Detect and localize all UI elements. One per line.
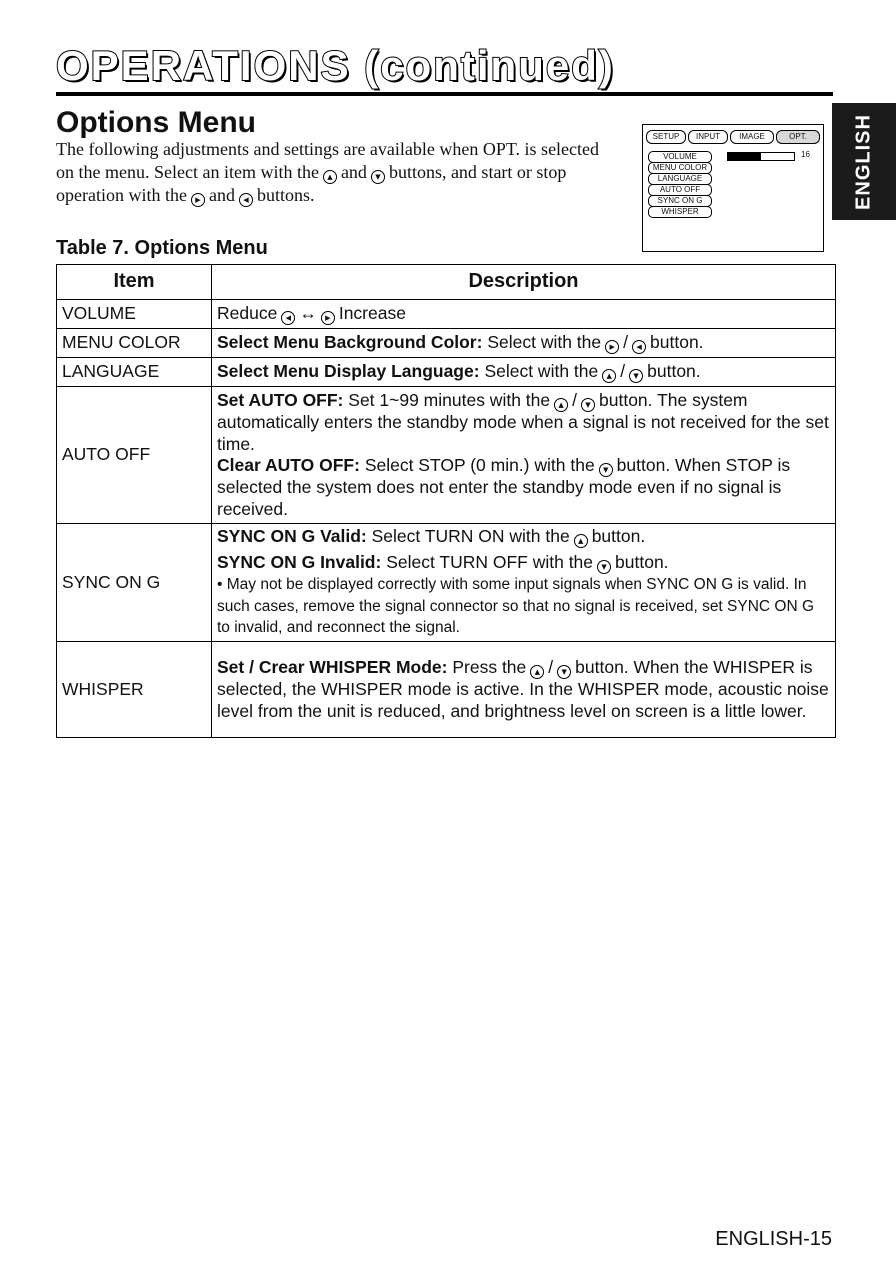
right-button-icon: ▶: [191, 193, 205, 207]
desc-bold: SYNC ON G Valid:: [217, 526, 367, 547]
row-desc-volume: [212, 300, 836, 329]
left-button-icon: ◀: [239, 193, 253, 207]
row-item-sync-on-g: SYNC ON G: [57, 524, 212, 642]
desc-text: button. When STOP is selected the system does not enter the standby mode even if no signal is received.: [217, 455, 791, 519]
down-button-icon: ▼: [371, 170, 385, 184]
desc-bold: Select Menu Display Language:: [217, 361, 480, 381]
table-row: [57, 524, 836, 642]
language-side-tab-label: ENGLISH: [852, 113, 875, 210]
up-button-icon: ▲: [530, 665, 544, 679]
desc-text: Select STOP (0 min.) with the: [364, 455, 595, 475]
table-row: [57, 387, 836, 524]
desc-text: button.: [647, 361, 701, 381]
double-arrow-icon: ↔: [299, 303, 317, 323]
row-item-language: LANGUAGE: [57, 358, 212, 387]
desc-text: Reduce: [217, 303, 278, 323]
desc-text: Select with the: [484, 361, 599, 381]
section-intro: [56, 138, 616, 207]
desc-text: Increase: [338, 303, 406, 323]
desc-text: button.: [615, 552, 669, 573]
intro-text-2: and: [340, 162, 367, 182]
desc-text: /: [623, 332, 629, 352]
sync-on-g-note: • May not be displayed correctly with some input signals when SYNC ON G is valid. In such cases, remove the signal connector so that no signal is received, set SYNC ON G to invalid, and reconnect the signal.: [217, 576, 815, 637]
desc-text: Select TURN ON with the: [371, 526, 570, 547]
right-button-icon: ▶: [605, 340, 619, 354]
up-button-icon: ▲: [554, 398, 568, 412]
volume-bar: [727, 152, 795, 161]
row-desc-auto-off: [212, 387, 836, 524]
desc-bold: SYNC ON G Invalid:: [217, 552, 382, 573]
desc-bold: Set AUTO OFF:: [217, 390, 344, 410]
left-button-icon: ◀: [632, 340, 646, 354]
intro-text-5: buttons.: [256, 185, 315, 205]
right-button-icon: ▶: [321, 311, 335, 325]
desc-text: button. When the WHISPER is selected, the WHISPER mode is active. In the WHISPER mode, acoustic noise level from the unit is reduced, and brightness level on screen is a little lower.: [217, 657, 829, 721]
up-button-icon: ▲: [574, 534, 588, 548]
desc-text: button.: [650, 332, 704, 352]
desc-bold: Select Menu Background Color:: [217, 332, 483, 352]
menu-tab-setup: SETUP: [646, 130, 686, 144]
page-header-title: OPERATIONS (continued): [56, 42, 615, 89]
table-caption: Table 7. Options Menu: [56, 237, 268, 259]
desc-text: /: [572, 390, 577, 410]
menu-item-auto-off: AUTO OFF: [648, 184, 712, 196]
menu-item-language: LANGUAGE: [648, 173, 712, 185]
menu-tab-image: IMAGE: [730, 130, 774, 144]
header-description: Description: [212, 265, 836, 300]
language-side-tab: [832, 103, 896, 220]
row-item-whisper: WHISPER: [57, 642, 212, 738]
intro-text-4: and: [208, 185, 235, 205]
desc-text: button.: [591, 526, 646, 547]
table-row: [57, 358, 836, 387]
section-title: Options Menu: [56, 106, 256, 139]
up-button-icon: ▲: [323, 170, 337, 184]
desc-text: Set 1~99 minutes with the: [348, 390, 551, 410]
down-button-icon: ▼: [629, 369, 643, 383]
down-button-icon: ▼: [597, 560, 611, 574]
menu-tab-input: INPUT: [688, 130, 728, 144]
desc-text: /: [548, 657, 554, 677]
volume-value: 16: [801, 150, 810, 159]
desc-text: Select with the: [487, 332, 602, 352]
left-button-icon: ◀: [281, 311, 295, 325]
menu-item-whisper: WHISPER: [648, 206, 712, 218]
table-row: [57, 300, 836, 329]
row-desc-sync-on-g: [212, 524, 836, 642]
down-button-icon: ▼: [599, 463, 613, 477]
row-item-volume: VOLUME: [57, 300, 212, 329]
menu-tab-opt: OPT.: [776, 130, 820, 144]
row-desc-language: [212, 358, 836, 387]
intro-text-3: buttons, and start or stop operation with the: [56, 162, 567, 205]
desc-bold: Set / Crear WHISPER Mode:: [217, 657, 448, 677]
table-row: [57, 642, 836, 738]
header-item: Item: [57, 265, 212, 300]
desc-text: Select TURN OFF with the: [386, 552, 594, 573]
options-menu-screenshot: [642, 124, 824, 252]
row-desc-whisper: [212, 642, 836, 738]
desc-bold: Clear AUTO OFF:: [217, 455, 360, 475]
row-item-menu-color: MENU COLOR: [57, 329, 212, 358]
header-rule: [56, 92, 833, 96]
desc-text: Press the: [452, 657, 527, 677]
volume-bar-fill: [728, 153, 761, 160]
table-row: [57, 329, 836, 358]
menu-item-sync-on-g: SYNC ON G: [648, 195, 712, 207]
table-header-row: [57, 265, 836, 300]
menu-item-volume: VOLUME: [648, 151, 712, 163]
page-number: ENGLISH-15: [715, 1228, 832, 1250]
desc-text: button. The system automatically enters the standby mode when a signal is not received for the set time.: [217, 390, 829, 454]
row-desc-menu-color: [212, 329, 836, 358]
down-button-icon: ▼: [557, 665, 571, 679]
menu-item-menu-color: MENU COLOR: [648, 162, 712, 174]
up-button-icon: ▲: [602, 369, 616, 383]
options-table: [56, 264, 836, 738]
desc-text: /: [620, 361, 626, 381]
intro-text-1: The following adjustments and settings are available when OPT. is selected on the menu. Select an item with the: [56, 139, 600, 182]
row-item-auto-off: AUTO OFF: [57, 387, 212, 524]
down-button-icon: ▼: [581, 398, 595, 412]
